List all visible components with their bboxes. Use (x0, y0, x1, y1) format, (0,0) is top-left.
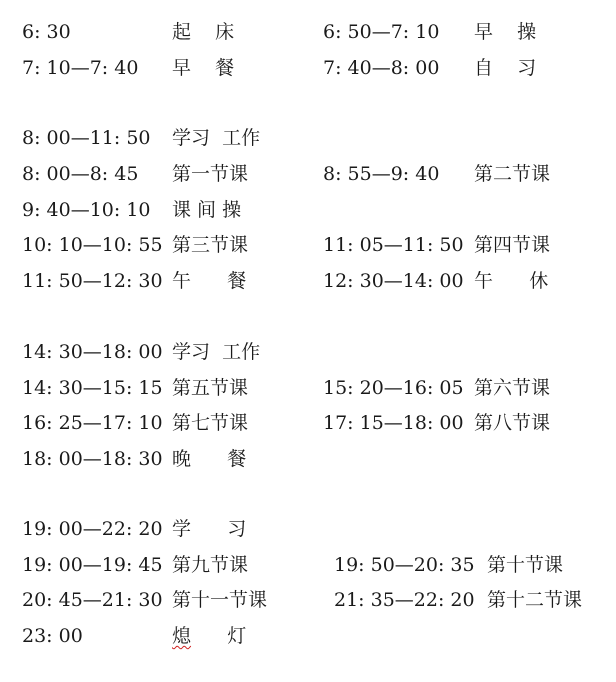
time-range: 19: 50—20: 35 (334, 554, 475, 576)
time-range: 15: 20—16: 05 (323, 377, 464, 399)
time-range: 14: 30—15: 15 (22, 377, 163, 399)
time-range: 19: 00—19: 45 (22, 554, 163, 576)
schedule-row (0, 444, 616, 474)
time-range: 11: 50—12: 30 (22, 270, 163, 292)
time-range: 7: 40—8: 00 (323, 57, 440, 79)
activity-label: 第一节课 (172, 163, 249, 185)
time-range: 21: 35—22: 20 (334, 589, 475, 611)
schedule-row (0, 266, 616, 296)
schedule-row (0, 337, 616, 367)
schedule-row (0, 621, 616, 651)
schedule-row (0, 195, 616, 225)
activity-label: 课 间 操 (172, 199, 242, 221)
time-range: 17: 15—18: 00 (323, 412, 464, 434)
time-range: 8: 00—11: 50 (22, 127, 151, 149)
activity-label: 学习 工作 (172, 127, 261, 149)
time-range: 11: 05—11: 50 (323, 234, 464, 256)
schedule-row (0, 123, 616, 153)
time-range: 8: 55—9: 40 (323, 163, 440, 185)
activity-label: 早 餐 (172, 57, 235, 79)
schedule-row (0, 230, 616, 260)
time-range: 14: 30—18: 00 (22, 341, 163, 363)
activity-label: 第五节课 (172, 377, 249, 399)
schedule-row (0, 514, 616, 544)
schedule-row (0, 585, 616, 615)
activity-label: 第六节课 (474, 377, 551, 399)
time-range: 6: 30 (22, 21, 71, 43)
activity-label: 晚 餐 (172, 448, 247, 470)
time-range: 6: 50—7: 10 (323, 21, 440, 43)
time-range: 19: 00—22: 20 (22, 518, 163, 540)
schedule-row (0, 408, 616, 438)
schedule-row (0, 550, 616, 580)
activity-label: 第十一节课 (172, 589, 268, 611)
activity-label: 自 习 (474, 57, 537, 79)
schedule-row (0, 53, 616, 83)
activity-label: 学 习 (172, 518, 247, 540)
schedule-row (0, 373, 616, 403)
schedule-row (0, 17, 616, 47)
activity-label: 午 休 (474, 270, 549, 292)
time-range: 8: 00—8: 45 (22, 163, 139, 185)
time-range: 7: 10—7: 40 (22, 57, 139, 79)
time-range: 23: 00 (22, 625, 83, 647)
activity-label: 第十节课 (487, 554, 564, 576)
activity-label-rest: 灯 (191, 625, 247, 647)
spellcheck-marked-word: 熄 (172, 625, 192, 647)
activity-label (172, 621, 246, 651)
activity-label: 第八节课 (474, 412, 551, 434)
activity-label: 第九节课 (172, 554, 249, 576)
time-range: 20: 45—21: 30 (22, 589, 163, 611)
time-range: 12: 30—14: 00 (323, 270, 464, 292)
activity-label: 第四节课 (474, 234, 551, 256)
activity-label: 学习 工作 (172, 341, 261, 363)
time-range: 10: 10—10: 55 (22, 234, 163, 256)
activity-label: 第三节课 (172, 234, 249, 256)
schedule-row (0, 159, 616, 189)
activity-label: 早 操 (474, 21, 537, 43)
activity-label: 起 床 (172, 21, 235, 43)
time-range: 18: 00—18: 30 (22, 448, 163, 470)
activity-label: 第十二节课 (487, 589, 583, 611)
activity-label: 第二节课 (474, 163, 551, 185)
activity-label: 午 餐 (172, 270, 247, 292)
activity-label: 第七节课 (172, 412, 249, 434)
time-range: 16: 25—17: 10 (22, 412, 163, 434)
time-range: 9: 40—10: 10 (22, 199, 151, 221)
